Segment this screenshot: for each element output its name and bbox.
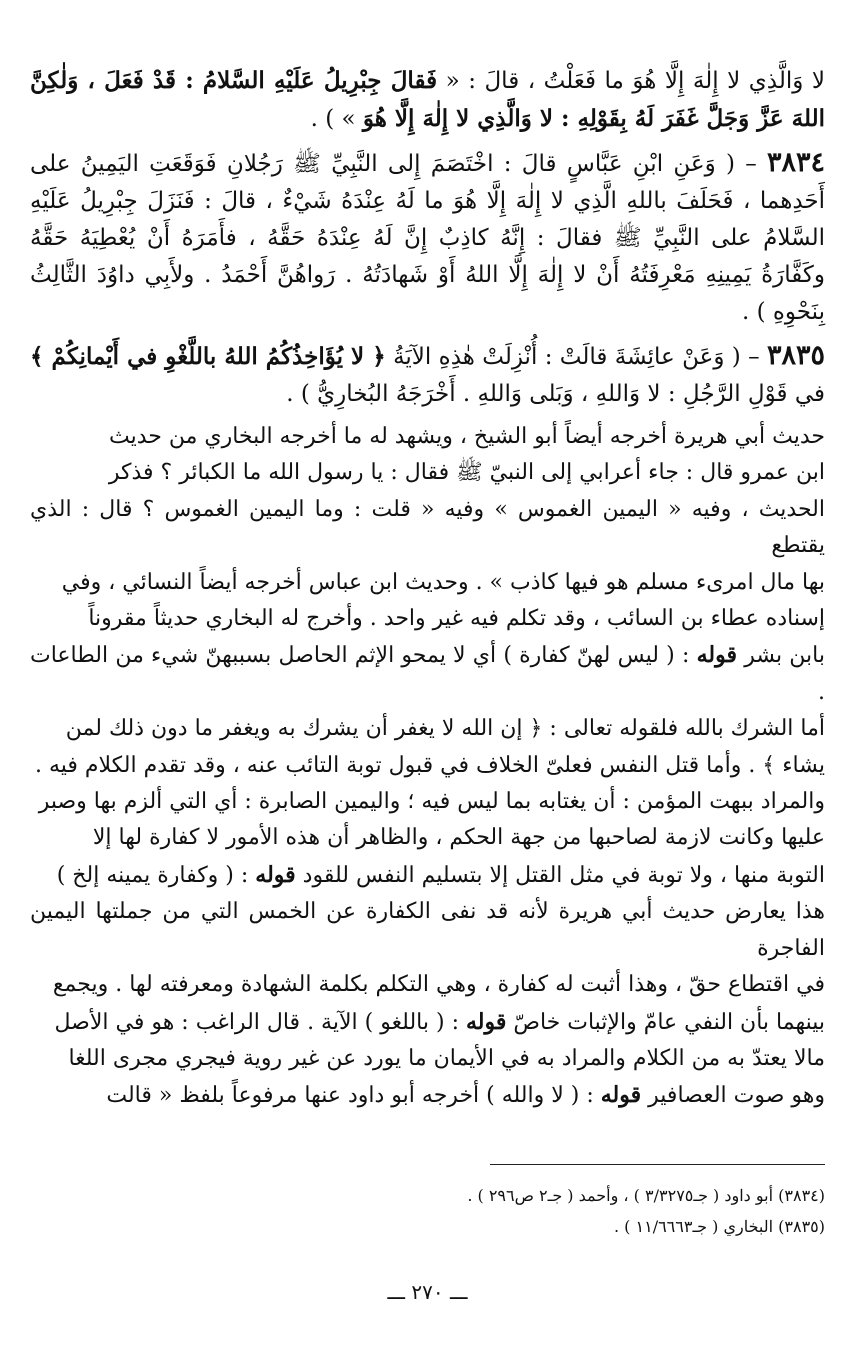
commentary-line: هذا يعارض حديث أبي هريرة لأنه قد نفى الكفارة عن الخمس التي من جملتها اليمين الفاجرة xyxy=(30,899,825,961)
commentary-line: مالا يعتدّ به من الكلام والمراد به في الأيمان ما يورد عن غير روية فيجري مجرى اللغا xyxy=(68,1045,825,1071)
commentary-line: والمراد ببهت المؤمن : أن يغتابه بما ليس فيه ؛ واليمين الصابرة : أي التي ألزم بها وصبر xyxy=(38,789,825,815)
commentary-keyword: قوله xyxy=(255,861,296,888)
footnote-divider xyxy=(490,1164,825,1165)
commentary-text: : ( باللغو ) الآية . قال الراغب : هو في الأصل xyxy=(54,1009,466,1035)
hadith-3834 xyxy=(30,144,825,331)
commentary-line: يشاء ﴾ . وأما قتل النفس فعلىّ الخلاف في قبول توبة التائب عنه ، وقد تقدم الكلام فيه . xyxy=(34,752,825,778)
commentary-line xyxy=(30,1004,825,1041)
hadith-3834-text: – ( وَعَنِ ابْنِ عَبَّاسٍ قالَ : اخْتَصَمَ إِلى النَّبِيِّ ﷺ رَجُلانِ فَوَقَعَتِ اليَمِينُ على أَحَدِهما ، فَحَلَفَ باللهِ الَّذِي لا إِلٰهَ إِلَّا هُوَ ما لَهُ عِنْدَهُ شَيْءٌ ، قالَ : فَنَزَلَ جِبْرِيلُ عَلَيْهِ السَّلامُ على النَّبِيِّ ﷺ فقالَ : إِنَّهُ كاذِبٌ إِنَّ لَهُ عِنْدَهُ حَقَّهُ ، فأَمَرَهُ أَنْ يُعْطِيَهُ حَقَّهُ وكَفَّارَةُ يَمِينِهِ مَعْرِفَتُهُ أَنْ لا إِلٰهَ إِلَّا اللهُ أَوْ شَهادَتُهُ . رَواهُنَّ أَحْمَدُ . ولأَبِي داوُدَ الثَّالِثُ بِنَحْوِهِ ) . xyxy=(30,151,825,325)
hadith-3833-continuation xyxy=(30,62,825,138)
commentary-keyword: قوله xyxy=(696,642,737,669)
commentary-text: وهو صوت العصافير xyxy=(641,1083,825,1109)
hadith-3835-text-end: في قَوْلِ الرَّجُلِ : لا وَاللهِ ، وَبَلى وَاللهِ . أَخْرَجَهُ البُخارِيُّ ) . xyxy=(286,381,825,407)
commentary-line: الحديث ، وفيه « اليمين الغموس » وفيه « قلت : وما اليمين الغموس ؟ قال : الذي يقتطع xyxy=(30,496,825,559)
commentary-line xyxy=(30,1077,825,1114)
commentary-line: ابن عمرو قال : جاء أعرابي إلى النبيّ ﷺ فقال : يا رسول الله ما الكبائر ؟ فذكر xyxy=(108,460,825,486)
page-body xyxy=(30,62,825,1115)
footnote-3834: (٣٨٣٤) أبو داود ( جـ٣/٣٢٧٥ ) ، وأحمد ( جـ٢ ص٢٩٦ ) . xyxy=(467,1186,825,1205)
hadith-3835-verse: ﴿ لا يُؤَاخِذُكُمُ اللهُ باللَّغْوِ في أَيْمانِكُمْ ﴾ xyxy=(30,343,386,370)
commentary-text: بابن بشر xyxy=(736,643,825,669)
footnote-3835: (٣٨٣٥) البخاري ( جـ١١/٦٦٦٣ ) . xyxy=(614,1217,825,1236)
hadith-3835-number: ٣٨٣٥ xyxy=(766,340,825,371)
commentary-line: حديث أبي هريرة أخرجه أيضاً أبو الشيخ ، ويشهد له ما أخرجه البخاري من حديث xyxy=(108,424,825,449)
hadith-3835-text-start: – ( وَعَنْ عائِشَةَ قالَتْ : أُنْزِلَتْ هٰذِهِ الآيَةُ xyxy=(393,344,760,370)
commentary-text: التوبة منها ، ولا توبة في مثل القتل إلا بتسليم النفس للقود xyxy=(295,862,825,888)
commentary-text: : ( وكفارة يمينه إلخ ) xyxy=(56,862,256,888)
commentary-line: بها مال امرىء مسلم هو فيها كاذب » . وحديث ابن عباس أخرجه أيضاً النسائي ، وفي xyxy=(61,569,825,595)
hadith-3834-number: ٣٨٣٤ xyxy=(766,147,825,178)
hadith-3833-text-end: » ) . xyxy=(310,106,356,132)
commentary xyxy=(30,419,825,1115)
hadith-3833-bold-text: فَقالَ جِبْرِيلُ عَلَيْهِ السَّلامُ : قَدْ فَعَلَ ، وَلٰكِنَّ اللهَ عَزَّ وَجَلَّ غَفَرَ لَهُ بِقَوْلِهِ : لا وَالَّذِي لا إِلٰهَ إِلَّا هُوَ xyxy=(30,67,825,132)
commentary-text: بينهما بأن النفي عامّ والإثبات خاصّ xyxy=(506,1009,825,1035)
commentary-line: عليها وكانت لازمة لصاحبها من جهة الحكم ، والظاهر أن هذه الأمور لا كفارة لها إلا xyxy=(92,825,825,851)
footnotes xyxy=(30,1180,825,1242)
commentary-line: في اقتطاع حقّ ، وهذا أثبت له كفارة ، وهي التكلم بكلمة الشهادة ومعرفته لها . ويجمع xyxy=(52,972,825,998)
commentary-line: إسناده عطاء بن السائب ، وقد تكلم فيه غير واحد . وأخرج له البخاري حديثاً مقروناً xyxy=(88,606,825,632)
hadith-3835 xyxy=(30,337,825,413)
commentary-text: : ( لا والله ) أخرجه أبو داود عنها مرفوعاً بلفظ « قالت xyxy=(106,1083,601,1109)
commentary-keyword: قوله xyxy=(465,1008,507,1035)
commentary-line xyxy=(30,857,825,894)
page-number: ـــ ٢٧٠ ـــ xyxy=(387,1280,468,1304)
commentary-line: أما الشرك بالله فلقوله تعالى : ﴿ إن الله لا يغفر أن يشرك به ويغفر ما دون ذلك لمن xyxy=(65,716,825,742)
commentary-line xyxy=(30,637,825,711)
commentary-keyword: قوله xyxy=(600,1082,642,1109)
commentary-text: : ( ليس لهنّ كفارة ) أي لا يمحو الإثم الحاصل بسببهنّ شيء من الطاعات . xyxy=(30,643,825,705)
hadith-3833-text-start: لا وَالَّذِي لا إِلٰهَ إِلَّا هُوَ ما فَعَلْتُ ، قالَ : « xyxy=(445,68,825,94)
